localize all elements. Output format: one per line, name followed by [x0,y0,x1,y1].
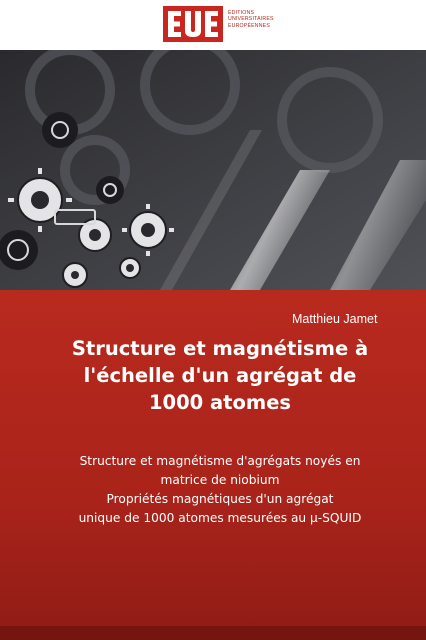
subtitle-line: Propriétés magnétiques d'un agrégat [106,492,334,506]
book-subtitle [40,452,400,528]
cover-illustration [0,50,426,290]
publisher-logo-icon [163,6,223,42]
bottom-band [0,626,426,640]
publisher-line: EUROPÉENNES [228,22,270,29]
title-line: l'échelle d'un agrégat de [83,364,357,387]
subtitle-line: matrice de niobium [160,473,280,487]
book-title [40,335,400,416]
title-line: 1000 atomes [148,391,292,414]
subtitle-line: unique de 1000 atomes mesurées au μ-SQUID [78,511,362,525]
publisher-name [228,10,338,29]
title-line: Structure et magnétisme à [71,337,369,360]
gears-illustration-icon [0,50,426,290]
author-name: Matthieu Jamet [292,312,378,326]
subtitle-line: Structure et magnétisme d'agrégats noyés en [79,454,361,468]
publisher-header [0,0,426,50]
publisher-line: UNIVERSITAIRES [228,16,274,23]
publisher-line: ÉDITIONS [228,10,255,16]
